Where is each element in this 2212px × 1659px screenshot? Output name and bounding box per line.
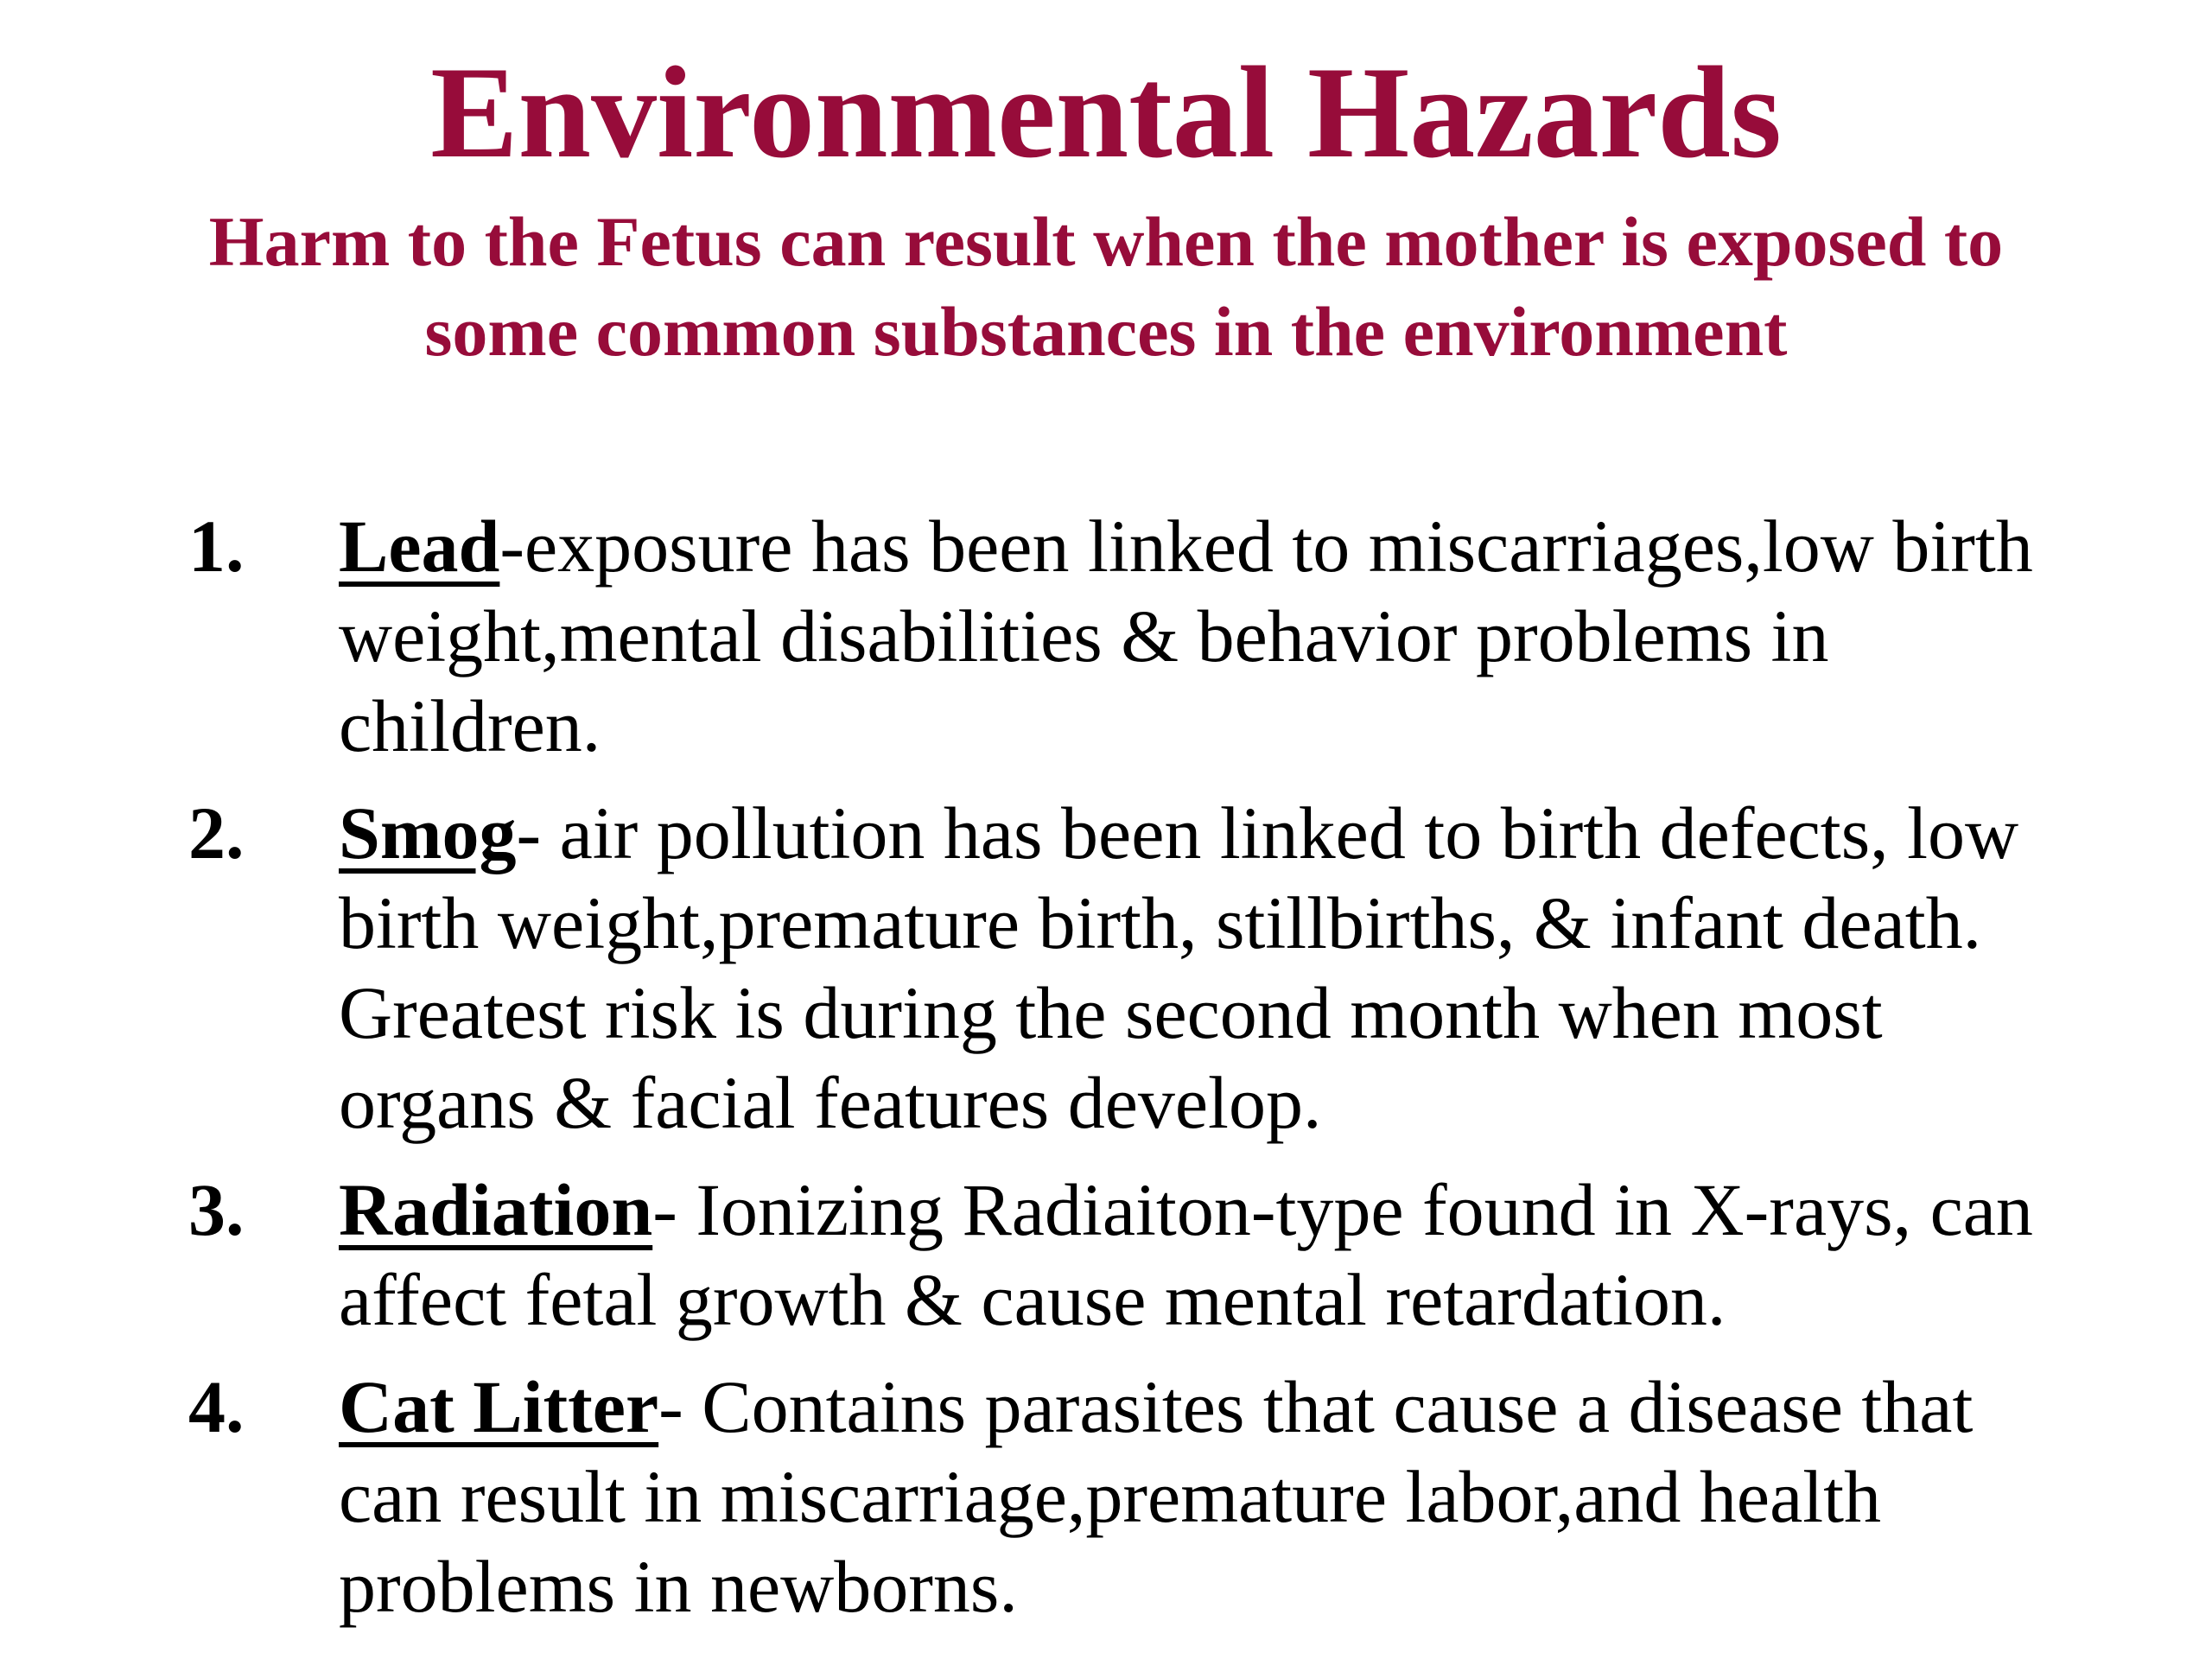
list-item-number: 4.: [188, 1365, 245, 1448]
list-item-body: [339, 501, 2093, 771]
list-item-body: [339, 1165, 2093, 1344]
hazard-term: Lead: [339, 505, 500, 588]
slide-title: Environmental Hazards: [430, 40, 1782, 185]
slide-subtitle: Harm to the Fetus can result when the mother is exposed to some common substances in the environment: [208, 202, 2004, 371]
hazard-term: Smog: [339, 791, 517, 874]
list-item-body: [339, 788, 2093, 1147]
list-item-number: 3.: [188, 1168, 245, 1251]
list-item-body: [339, 1362, 2093, 1631]
hazard-description: -exposure has been linked to miscarriages,low birth weight,mental disabilities & behavior problems in children.: [339, 505, 2033, 767]
hazard-term: Cat Litter: [339, 1365, 659, 1448]
hazard-description: - Contains parasites that cause a disease that can result in miscarriage,premature labor,and health problems in newborns.: [339, 1365, 1974, 1628]
hazard-term: Radiation: [339, 1168, 653, 1251]
hazard-description: - Ionizing Radiaiton-type found in X-rays, can affect fetal growth & cause mental retardation.: [339, 1168, 2033, 1341]
list-item-number: 2.: [188, 791, 245, 874]
list-item-number: 1.: [188, 505, 245, 588]
hazard-description: - air pollution has been linked to birth defects, low birth weight,premature birth, stillbirths, & infant death. Greatest risk is during the second month when most organs & facial features develop.: [339, 791, 2019, 1144]
